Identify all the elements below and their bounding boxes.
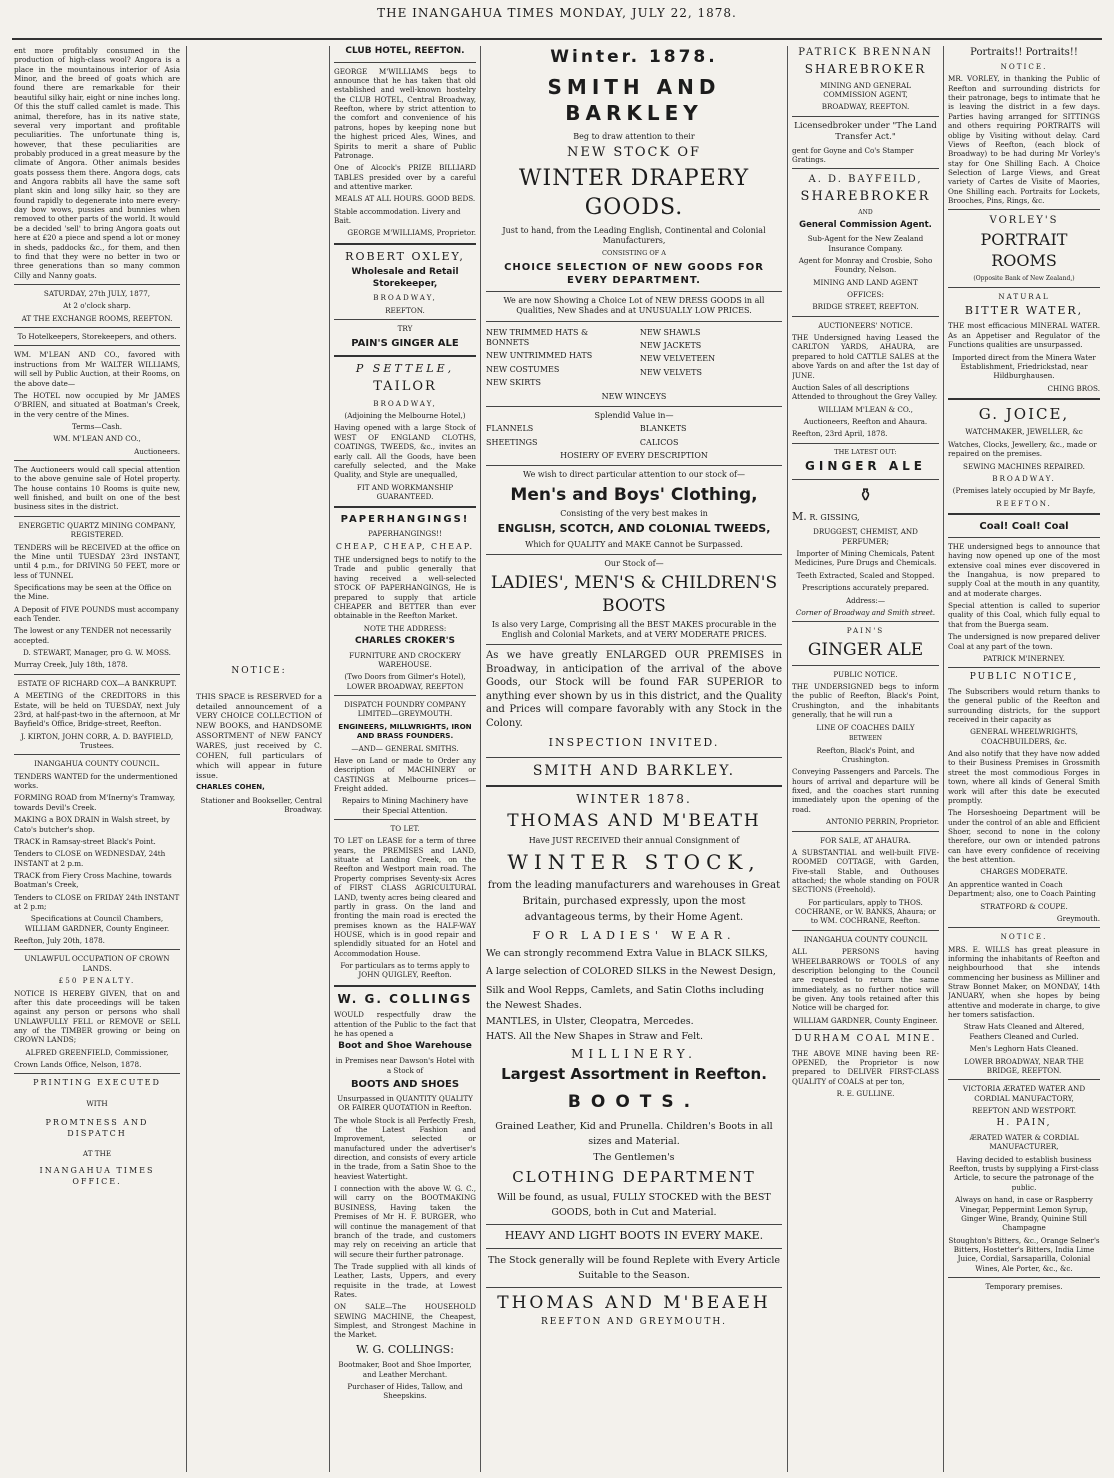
sb-tweeds: ENGLISH, SCOTCH, AND COLONIAL TWEEDS, — [497, 522, 771, 536]
masthead-rule — [12, 38, 1102, 40]
cottage-heading: FOR SALE, AT AHAURA. — [820, 835, 911, 845]
coal-signature: PATRICK M'INERNEY. — [983, 653, 1065, 663]
column-rule — [480, 46, 481, 1472]
pain-heading: H. PAIN, — [996, 1118, 1052, 1129]
tm-mantles: MANTLES, in Ulster, Cleopatra, Mercedes. — [486, 1016, 694, 1027]
collings-warehouse: Boot and Shoe Warehouse — [338, 1041, 472, 1052]
portrait-rooms: PORTRAIT ROOMS — [980, 230, 1068, 271]
bitter-signature: CHING BROS. — [1047, 383, 1100, 393]
mortar-icon: ⚱ — [857, 484, 874, 506]
coach-line: LINE OF COACHES DAILY — [816, 722, 915, 732]
council-specs: Specifications at Council Chambers, WILLIAM GARDNER, County Engineer. — [24, 914, 170, 933]
oxley-place: BROADWAY, — [373, 293, 437, 303]
club-stable: Stable accommodation. Livery and Bait. — [334, 206, 461, 226]
coach-text: THE UNDERSIGNED begs to inform the public of Reefton, Black's Point, Crushington, and the inhabitants generally, that he will run a — [792, 682, 939, 720]
joice-title: WATCHMAKER, JEWELLER, &c — [965, 427, 1083, 437]
sb-signature: SMITH AND BARKLEY. — [532, 762, 736, 779]
pain-decided: Having decided to establish business Reefton, trusts by supplying a First-class Article, to secure the patronage of the public. — [949, 1154, 1099, 1192]
bayfield-subagent: Sub-Agent for the New Zealand Insurance Company. — [807, 234, 924, 253]
sb-consisting2: Consisting of the very best makes in — [560, 508, 708, 518]
brennan-agent: gent for Goyne and Co's Stamper Gratings. — [792, 145, 914, 165]
sb-hosiery: HOSIERY OF EVERY DESCRIPTION — [560, 451, 708, 461]
coach-notice-heading: PUBLIC NOTICE. — [833, 669, 898, 679]
bitter-water: BITTER WATER, — [964, 304, 1084, 318]
cottage-particulars: For particulars, apply to THOS. COCHRANE, or W. BANKS, Ahaura; or to WM. COCHRANE, Reefton. — [795, 897, 936, 926]
quartz-date: Murray Creek, July 18th, 1878. — [14, 660, 128, 670]
paper-text: THE undersigned begs to notify to the Trade and public generally that having received a well-selected STOCK OF PAPERHANGINGS, He is prepared to supply that article CHEAPER and BETTER than ever obtainable in the Reefton Market. — [334, 555, 476, 621]
sb-fabric-left: SHEETINGS — [486, 437, 538, 447]
auction-note: The Auctioneers would call special attention to the above genuine sale of Hotel property. The house contains 10 Rooms is quite new, well finished, and built on one of the best business sites in the district. — [14, 465, 180, 512]
ginger-ale-ad: PAIN'S GINGER ALE — [351, 337, 459, 349]
club-heading: CLUB HOTEL, REEFTON. — [345, 46, 465, 56]
auct-date: Reefton, 23rd April, 1878. — [792, 429, 888, 439]
quartz-specs: Specifications may be seen at the Office on the Mine. — [14, 582, 172, 602]
joice-watches: Watches, Clocks, Jewellery, &c., made or repaired on the premises. — [948, 439, 1097, 459]
sb-item-right: NEW VELVETS — [639, 367, 702, 377]
portraits-heading: Portraits!! Portraits!! — [970, 47, 1078, 58]
sb-very-large: Is also very Large, Comprising all the BEST MAKES procurable in the English and Colonial Markets, and at VERY MODERATE PRICES. — [491, 619, 777, 639]
sb-item-left: NEW UNTRIMMED HATS — [486, 351, 593, 361]
column-rule — [329, 46, 330, 1472]
tm-replete: The Stock generally will be found Replete with Every Article Suitable to the Season. — [487, 1254, 781, 1281]
tm-boots: BOOTS. — [567, 1091, 701, 1112]
council-making: MAKING a BOX DRAIN in Walsh street, by Cato's butcher's shop. — [14, 815, 170, 834]
oxley-heading: ROBERT OXLEY, — [345, 249, 465, 263]
coach-proprietor: ANTONIO PERRIN, Proprietor. — [826, 817, 939, 827]
sb-winceys: NEW WINCEYS — [601, 391, 667, 401]
durham-heading: DURHAM COAL MINE. — [794, 1034, 937, 1045]
wills-text: MRS. E. WILLS has great pleasure in informing the inhabitants of Reefton and neighbourhood that she intends commencing her business as Milliner and Straw Bonnet Maker, on MONDAY, 14th JANUARY, when she hopes by being attentive and moderate in charge, to give her tomers satisfaction. — [948, 944, 1100, 1020]
foundry-repairs: Repairs to Mining Machinery have their Special Attention. — [341, 796, 469, 815]
tolet-apply: For particulars as to terms apply to JOHN QUIGLEY, Reefton. — [340, 961, 470, 980]
joice-premises: (Premises lately occupied by Mr Bayfe, — [952, 486, 1096, 496]
council-heading: INANGAHUA COUNTY COUNCIL. — [34, 759, 160, 769]
crown-penalty: £50 PENALTY. — [58, 976, 136, 986]
printing-promptness: PROMTNESS AND DISPATCH — [45, 1118, 149, 1138]
brennan-heading: PATRICK BRENNAN — [798, 47, 933, 58]
cohen-notice-heading: NOTICE: — [231, 666, 287, 676]
quartz-manager: D. STEWART, Manager, pro G. W. MOSS. — [23, 648, 171, 658]
tm-signature: THOMAS AND M'BEAEH — [497, 1293, 771, 1314]
wheelwright-place: Greymouth. — [1056, 913, 1100, 923]
column-2 — [196, 46, 322, 1472]
tailor-text: Having opened with a large Stock of WEST OF ENGLAND CLOTHS, COATINGS, TWEEDS, &c., invites an early call. All the Goods, have been carefully selected, and the Make Quality, and Style are unequalled, — [334, 423, 476, 480]
sb-fabric-right: CALICOS — [639, 437, 679, 447]
sb-beg: Beg to draw attention to their — [573, 132, 695, 142]
sb-fabric-left: FLANNELS — [486, 424, 534, 434]
collings-trade: The Trade supplied with all kinds of Leather, Lasts, Uppers, and every requisite in the trade, at Lowest Rates. — [334, 1261, 476, 1300]
tm-from: from the leading manufacturers and warehouses in Great Britain, purchased expressly, upon the most advantageous terms, by their Home Agent. — [487, 879, 781, 923]
foundry-heading: DISPATCH FOUNDRY COMPANY LIMITED—GREYMOUTH. — [344, 700, 466, 719]
sb-item-left: NEW SKIRTS — [486, 378, 541, 388]
collings-sewing: ON SALE—The HOUSEHOLD SEWING MACHINE, the Cheapest, Simplest, and Strongest Machine in the Market. — [334, 1302, 476, 1340]
tm-gentlemens: The Gentlemen's — [593, 1152, 675, 1164]
tm-ladies-wear: FOR LADIES' WEAR. — [532, 928, 736, 942]
bitter-text: THE most efficacious MINERAL WATER. As an Appetiser and Regulator of the Functions qualities are unsurpassed. — [948, 321, 1100, 350]
paper-heading: PAPERHANGINGS! — [340, 514, 470, 526]
printing-at: AT THE — [82, 1148, 112, 1158]
wills-address: LOWER BROADWAY, NEAR THE BRIDGE, REEFTON. — [964, 1056, 1084, 1075]
tm-hats: HATS. All the New Shapes in Straw and Felt. — [486, 1031, 703, 1043]
wheelwright-subscribers: The Subscribers would return thanks to the general public of the Reefton and surrounding districts, for the support received in their capacity as — [948, 686, 1100, 725]
pains-ginger-ale: GINGER ALE — [807, 639, 924, 660]
collings-heading: W. G. COLLINGS — [337, 991, 473, 1006]
natural-heading: NATURAL — [998, 291, 1050, 301]
bayfield-offices: OFFICES: — [847, 290, 884, 300]
crown-office: Crown Lands Office, Nelson, 1878. — [14, 1060, 142, 1070]
tm-winter: WINTER 1878. — [576, 791, 692, 806]
sb-winter-drapery: WINTER DRAPERY GOODS. — [518, 166, 750, 220]
barrows-text: ALL PERSONS having WHEELBARROWS or TOOLS of any description belonging to the Council are requested to return the same immediately, as no further notice will be given. Any tools retained after this Notice will be charged for. — [792, 947, 939, 1013]
barrows-heading: INANGAHUA COUNTY COUNCIL — [803, 934, 928, 944]
collings-text: WOULD respectfully draw the attention of the Public to the fact that he has opened a — [334, 1010, 476, 1039]
club-meals: MEALS AT ALL HOURS. GOOD BEDS. — [334, 194, 476, 204]
paper-address: NOTE THE ADDRESS: — [363, 623, 447, 633]
sb-splendid: Splendid Value in— — [594, 410, 674, 420]
angora-article: ent more profitably consumed in the production of high-class wool? Angora is a place in the mountainous interior of Asia Minor, and the breed of goats which are found there are remarkable for their beautiful silky hair, eight or nine inches long. Of this the stuff called camlet is made. This animal, therefore, has in its native state, several very important and profitable peculiarities. The unfortunate thing is, however, that these peculiarities are probably produced in a great measure by the climate of Angora. Other animals besides goats possess them there. Angora dogs, cats and Angora rabbits all have the same soft plant skin and long silky hair, so they are found rapidly to degenerate into mere every-day bow wows, pussies and bunnies when removed to other parts of the world. It would be a decided 'sell' to bring Angora goats out here at £20 a piece and spend a lot or money in sheds, paddocks &c., for them, and then to find that they were no better in two or three generations than so many common Cilly and Nanny goats. — [14, 46, 180, 280]
tm-place: REEFTON AND GREYMOUTH. — [540, 1317, 728, 1328]
quartz-heading: ENERGETIC QUARTZ MINING COMPANY, REGISTERED. — [18, 520, 176, 540]
sb-items-grid — [486, 328, 782, 392]
tm-largest: Largest Assortment in Reefton. — [501, 1065, 767, 1084]
bayfield-general: General Commission Agent. — [799, 220, 932, 231]
quartz-deposit: A Deposit of FIVE POUNDS must accompany each Tender. — [14, 604, 179, 624]
printing-heading: PRINTING EXECUTED — [33, 1078, 161, 1088]
sb-fabric-right: BLANKETS — [639, 424, 687, 434]
durham-signature: R. E. GULLINE. — [836, 1089, 895, 1099]
terms: Terms—Cash. — [71, 421, 122, 431]
tm-repps: Silk and Wool Repps, Camlets, and Satin Cloths including the Newest Shades. — [486, 984, 764, 1011]
bitter-imported: Imported direct from the Minera Water Establishment, Friedrickstad, near Hildburghausen. — [952, 352, 1096, 381]
wills-notice: NOTICE. — [1000, 932, 1048, 942]
council-date: Reefton, July 20th, 1878. — [14, 936, 105, 946]
auctioneers-name: WM. M'LEAN AND CO., — [53, 434, 141, 444]
tailor-place: BROADWAY, — [373, 398, 437, 408]
wheelwright-horseshoeing: The Horseshoeing Department will be under the control of an able and Efficient Shoer, second to none in the colony therefore, our own or intended patrons can have every confidence of receiving the best attention. — [948, 808, 1100, 865]
pain-title: ÆRATED WATER & CORDIAL MANUFACTURER, — [969, 1133, 1079, 1152]
wheelwright-apprentice: An apprentice wanted in Coach Department; also, one to Coach Painting — [948, 879, 1096, 899]
sb-our-stock: Our Stock of— — [604, 559, 664, 569]
crown-notice: NOTICE IS HEREBY GIVEN, that on and after this date proceedings will be taken against any person or persons who shall UNLAWFULLY FELL or REMOVE or SELL any of the TIMBER growing or being on CROWN LANDS; — [14, 988, 180, 1045]
sb-item-right: NEW JACKETS — [639, 340, 702, 350]
sb-which: Which for QUALITY and MAKE Cannot be Surpassed. — [525, 539, 743, 549]
crown-heading: UNLAWFUL OCCUPATION OF CROWN LANDS. — [24, 954, 170, 973]
coach-conveying: Conveying Passengers and Parcels. The hours of arrival and departure will be fixed, and the coaches start running immediately upon the opening of the road. — [792, 767, 939, 814]
winter-heading: Winter. 1878. — [550, 47, 718, 67]
sb-item-left: NEW TRIMMED HATS & BONNETS — [486, 327, 589, 347]
paper-sub: PAPERHANGINGS!! — [368, 529, 442, 539]
cottage-text: A SUBSTANTIAL and well-built FIVE-ROOMED COTTAGE, with Garden, Five-stall Stable, and Outhouses attached; the whole standing on FOUR SECTIONS (Freehold). — [792, 847, 939, 895]
joice-sewing: SEWING MACHINES REPAIRED. — [963, 461, 1085, 471]
foundry-smiths: —AND— GENERAL SMITHS. — [351, 743, 459, 753]
pains-heading: PAIN'S — [846, 626, 885, 636]
oxley-town: REEFTON. — [385, 305, 425, 315]
coal-heading: Coal! Coal! Coal — [979, 520, 1069, 532]
council-track-close: Tenders to CLOSE on WEDNESDAY, 24th INSTANT at 2 p.m. — [14, 849, 166, 868]
mclean-ad: WM. M'LEAN AND CO., favored with instructions from Mr WALTER WILLIAMS, will sell by Public Auction, at their Rooms, on the above date— — [14, 350, 180, 388]
bayfield-land: MINING AND LAND AGENT — [813, 277, 918, 287]
auct-notice-heading: AUCTIONEERS' NOTICE. — [818, 320, 913, 330]
bayfield-and: AND — [858, 209, 873, 217]
bayfield-bridge: BRIDGE STREET, REEFTON. — [812, 302, 919, 312]
foundry-text: Have on Land or made to Order any description of MACHINERY or CASTINGS at Melbourne prices—Freight added. — [334, 755, 476, 793]
council-forming: FORMING ROAD from M'Inerny's Tramway, towards Devil's Creek. — [14, 793, 176, 812]
bayfield-sharebroker: SHAREBROKER — [800, 189, 931, 205]
sale-to: To Hotelkeepers, Storekeepers, and others. — [17, 332, 177, 342]
wheelwright-signature: STRATFORD & COUPE. — [980, 901, 1068, 911]
estate-meeting: A MEETING of the CREDITORS in this Estate, will be held on TUESDAY, next July 23rd, at half-past-two in the afternoon, at Mr Bayfield's Office, Bridge-street, Reefton. — [14, 691, 180, 729]
tm-millinery: MILLINERY. — [571, 1046, 697, 1061]
pain-always: Always on hand, in case or Raspberry Vinegar, Peppermint Lemon Syrup, Ginger Wine, Brandy, Quinine Still Champagne — [955, 1195, 1093, 1233]
croker-sub: FURNITURE AND CROCKERY WAREHOUSE. — [349, 650, 461, 669]
coal-deliver: The undersigned is now prepared deliver Coal at any part of the town. — [948, 632, 1100, 651]
gissing-name: R. GISSING, — [809, 513, 860, 523]
sb-ladies-boots: LADIES', MEN'S & CHILDREN'S BOOTS — [490, 573, 778, 616]
gissing-corner: Corner of Broadway and Smith street. — [795, 607, 936, 617]
column-5 — [792, 46, 939, 1472]
auctioneers-title: Auctioneers. — [134, 446, 180, 456]
coal-attention: Special attention is called to superior quality of this Coal, which fully equal to that from the Buerga seam. — [948, 601, 1100, 629]
tm-stocked: Will be found, as usual, FULLY STOCKED with the BEST GOODS, both in Cut and Material. — [497, 1192, 771, 1219]
column-rule — [943, 46, 944, 1472]
sb-showing: We are now Showing a Choice Lot of NEW DRESS GOODS in all Qualities, New Shades and at UNUSUALLY LOW PRICES. — [503, 295, 765, 316]
croker-name: CHARLES CROKER'S — [354, 635, 455, 646]
pain-temporary: Temporary premises. — [985, 1282, 1063, 1292]
victoria-place: REEFTON AND WESTPORT. — [971, 1105, 1077, 1115]
brennan-broadway: BROADWAY, REEFTON. — [821, 102, 910, 112]
masthead-title: THE INANGAHUA TIMES MONDAY, JULY 22, 1878. — [377, 6, 737, 20]
column-rule — [787, 46, 788, 1472]
tm-silks: We can strongly recommend Extra Value in BLACK SILKS, — [486, 948, 768, 960]
sb-just: Just to hand, from the Leading English, Continental and Colonial Manufacturers, — [502, 225, 766, 245]
portrait-opposite: (Opposite Bank of New Zealand,) — [973, 274, 1075, 282]
council-track2-close: Tenders to CLOSE on FRIDAY 24th INSTANT at 2 p.m; — [14, 892, 180, 912]
wheelwright-forges: And also notify that they have now added to their Business Premises in Grossmith street the most commodious Forges in town, where all kinds of General Smith work will after this date be executed promptly. — [948, 749, 1100, 805]
column-4 — [486, 46, 782, 1472]
barrows-signature: WILLIAM GARDNER, County Engineer. — [793, 1015, 938, 1025]
foundry-engineers: ENGINEERS, MILLWRIGHTS, IRON AND BRASS FOUNDERS. — [338, 721, 472, 741]
sb-mens-clothing: Men's and Boys' Clothing, — [510, 484, 758, 505]
sb-choice: CHOICE SELECTION OF NEW GOODS FOR EVERY DEPARTMENT. — [504, 261, 764, 286]
collings-bootmaking: I connection with the above W. G. C., will carry on the BOOTMAKING BUSINESS, Having taken the Premises of Mr H. F. BURGER, who will continue the management of that branch of the trade, and customers may rely on receiving an article that will secure their further patronage. — [334, 1184, 476, 1259]
sale-time: At 2 o'clock sharp. — [63, 301, 131, 311]
coal-text: THE undersigned begs to announce that having now opened up one of the most extensive coal mines ever discovered in the Inangahua, is now prepared to supply Coal at the mouth in any quantity, and at moderate charges. — [948, 541, 1100, 598]
club-signature: GEORGE M'WILLIAMS, Proprietor. — [347, 228, 476, 238]
hotel-text: The HOTEL now occupied by Mr JAMES O'BRIEN, and situated at Boatman's Creek, in the very centre of the Mines. — [14, 390, 180, 419]
joice-broadway: BROADWAY. — [992, 473, 1056, 483]
sb-wish: We wish to direct particular attention to our stock of— — [523, 470, 745, 480]
sb-item-right: NEW SHAWLS — [639, 327, 701, 337]
auct-title: Auctioneers, Reefton and Ahaura. — [803, 416, 928, 426]
auct-carlton: THE Undersigned having Leased the CARLTON YARDS, AHAURA, are prepared to hold CATTLE SALES at the above Yards on and after the 1st day of JUNE. — [792, 333, 939, 380]
tm-grained: Grained Leather, Kid and Prunella. Children's Boots in all sizes and Material. — [495, 1120, 773, 1148]
settele-heading: P SETTELE, — [355, 361, 455, 375]
vorleys-heading: VORLEY'S — [989, 215, 1059, 227]
tm-received: Have JUST RECEIVED their annual Consignment of — [528, 835, 740, 845]
brennan-sharebroker: SHAREBROKER — [804, 62, 927, 76]
estate-heading: ESTATE OF RICHARD COX—A BANKRUPT. — [17, 678, 177, 688]
wheelwright-title: GENERAL WHEELWRIGHTS, COACHBUILDERS, &c. — [970, 727, 1078, 746]
cohen-notice: THIS SPACE is RESERVED for a detailed announcement of a VERY CHOICE COLLECTION of NEW BOOKS, and HANDSOME ASSORTMENT of NEW FANCY WARES, just received by C. COHEN, full particulars of which will appear in future issue. — [196, 691, 322, 780]
brennan-licensed: Licensedbroker under "The Land Transfer Act." — [794, 120, 937, 142]
wills-straw: Straw Hats Cleaned and Altered, Feathers Cleaned and Curled. — [963, 1022, 1085, 1041]
sb-new-stock: NEW STOCK OF — [566, 145, 702, 161]
crown-commissioner: ALFRED GREENFIELD, Commissioner, — [25, 1047, 169, 1057]
joice-reefton: REEFTON. — [996, 498, 1052, 508]
gissing-initial: M. — [792, 510, 807, 524]
club-billiard: One of Alcock's PRIZE BILLIARD TABLES presided over by a careful and attentive marker. — [334, 163, 476, 191]
sb-consisting: CONSISTING OF A — [602, 249, 666, 258]
auct-sales: Auction Sales of all descriptions Attended to throughout the Grey Valley. — [792, 382, 938, 402]
collings-unsurpassed: Unsurpassed in QUANTITY QUALITY OR FAIRER QUOTATION in Reefton. — [337, 1093, 473, 1113]
sale-place: AT THE EXCHANGE ROOMS, REEFTON. — [21, 313, 173, 323]
sb-item-right: NEW VELVETEEN — [639, 354, 716, 364]
cohen-name: CHARLES COHEN, — [196, 783, 265, 792]
estate-trustees: J. KIRTON, JOHN CORR, A. D. BAYFIELD, Trustees. — [20, 731, 174, 750]
wheelwright-notice: PUBLIC NOTICE, — [969, 672, 1079, 683]
wills-leghorn: Men's Leghorn Hats Cleaned. — [969, 1044, 1079, 1054]
brennan-mining: MINING AND GENERAL COMMISSION AGENT, — [819, 80, 912, 99]
sb-inspection: INSPECTION INVITED. — [548, 736, 720, 750]
column-3 — [334, 46, 476, 1472]
quartz-tenders: TENDERS will be RECEIVED at the office on the Mine until TUESDAY 23rd INSTANT, until 4 p.m., for DRIVING 50 FEET, more or less of TUNNEL — [14, 542, 180, 580]
tolet-heading: TO LET. — [390, 824, 420, 834]
sale-date: SATURDAY, 27th JULY, 1877, — [43, 288, 151, 298]
gissing-teeth: Teeth Extracted, Scaled and Stopped. — [796, 570, 935, 580]
column-1 — [14, 46, 180, 1472]
column-rule — [186, 46, 187, 1472]
sb-item-left: NEW COSTUMES — [486, 364, 560, 374]
tm-clothing: CLOTHING DEPARTMENT — [512, 1167, 756, 1186]
tm-heading: THOMAS AND M'BEATH — [507, 811, 761, 832]
pain-bitters: Stoughton's Bitters, &c., Orange Selner's Bitters, Hostetter's Bitters, India Lime Juice, Cordial, Sarsaparilla, Colonial Wines, Ale Porter, &c., &c. — [948, 1235, 1100, 1273]
tailor-heading: TAILOR — [373, 378, 437, 394]
sb-fabrics-grid — [486, 424, 782, 451]
bayfield-monray: Agent for Monray and Crosbie, Soho Foundry, Nelson. — [798, 255, 933, 275]
collings-title: Bootmaker, Boot and Shoe Importer, and Leather Merchant. — [338, 1360, 472, 1379]
collings-premises: in Premises near Dawson's Hotel with a Stock of — [335, 1056, 475, 1075]
council-tenders: TENDERS WANTED for the undermentioned works. — [14, 771, 178, 791]
quartz-lowest: The lowest or any TENDER not necessarily accepted. — [14, 626, 172, 645]
printing-with: WITH — [86, 1098, 108, 1108]
gissing-druggist: DRUGGEST, CHEMIST, AND PERFUMER; — [813, 527, 918, 546]
collings-stock: The whole Stock is all Perfectly Fresh, of the Latest Fashion and Improvement, selected or manufactured under the advertiser's direction, and consists of every article in the trade, from a Satin Shoe to the heaviest Watertight. — [334, 1115, 476, 1181]
column-6 — [948, 46, 1100, 1472]
masthead — [0, 0, 1114, 44]
collings-hides: Purchaser of Hides, Tallow, and Sheepskins. — [347, 1381, 463, 1401]
tolet-text: TO LET on LEASE for a term of three years, the PREMISES and LAND, situate at Landing Creek, on the Reefton and Westport main road. The Property comprises Seventy-six Acres of FIRST CLASS AGRICULTURAL LAND, twenty acres being cleared and partly in grass. On the land and fronting the main road is erected the premises known as the HALF-WAY HOUSE, which is in good repair and splendidly situated for an Hotel and Accommodation House. — [334, 836, 476, 958]
printing-office: INANGAHUA TIMES OFFICE. — [39, 1166, 155, 1186]
wheelwright-charges: CHARGES MODERATE. — [980, 867, 1068, 877]
vorley-notice: NOTICE. — [1000, 62, 1048, 71]
council-track1: TRACK in Ramsay-street Black's Point. — [14, 836, 156, 846]
collings-boots-shoes: BOOTS AND SHOES — [350, 1078, 460, 1090]
latest-ginger: GINGER ALE — [805, 459, 926, 474]
cohen-title: Stationer and Bookseller, Central Broadway. — [200, 795, 322, 814]
latest-out: THE LATEST OUT: — [834, 447, 897, 456]
sb-enlarged: As we have greatly ENLARGED OUR PREMISES in Broadway, in anticipation of the arrival of the above Goods, our Stock will be found FAR SUPERIOR to anything ever shown by us in this district, and the Quality and Prices will compare favorably with any Stock in the Colony. — [486, 650, 782, 729]
croker-address: (Two Doors from Gilmer's Hotel), LOWER BROADWAY, REEFTON — [344, 672, 466, 691]
gissing-address: Address:— — [845, 595, 886, 605]
smith-barkley-heading: SMITH AND BARKLEY — [547, 75, 721, 126]
try-text: TRY — [397, 324, 413, 334]
victoria-heading: VICTORIA ÆRATED WATER AND CORDIAL MANUFACTORY, — [962, 1084, 1086, 1103]
tailor-fit: FIT AND WORKMANSHIP GUARANTEED. — [356, 482, 454, 501]
bayfield-heading: A. D. BAYFEILD, — [808, 174, 923, 186]
tm-colored: A large selection of COLORED SILKS in the Newest Design, — [486, 966, 776, 978]
vorley-text: MR. VORLEY, in thanking the Public of Reefton and surrounding districts for their patronage, begs to intimate that he is leaving the district in a few days. Parties having arranged for SITTINGS and others requiring PORTRAITS will oblige by Visiting without delay. Card Views of Reefton, (each block of Broadway) to be had during Mr Vorley's stay for One Shilling Each. A Choice Selection of Large Views, and Great variety of Cartes de Visite of Maories, One Shilling each. Portraits for Lockets, Brooches, Pins, Rings, &c. — [948, 74, 1100, 206]
collings-signature: W. G. COLLINGS: — [356, 1342, 454, 1356]
coach-between: BETWEEN — [849, 734, 882, 742]
tm-winter-stock: WINTER STOCK, — [507, 849, 761, 874]
auct-signature: WILLIAM M'LEAN & CO., — [818, 404, 913, 414]
tm-heavy: HEAVY AND LIGHT BOOTS IN EVERY MAKE. — [504, 1229, 764, 1243]
oxley-sub: Wholesale and Retail Storekeeper, — [351, 267, 459, 289]
paper-cheap: CHEAP, CHEAP, CHEAP. — [335, 541, 475, 551]
council-track2: TRACK from Fiery Cross Machine, towards Boatman's Creek, — [14, 870, 172, 890]
joice-heading: G. JOICE, — [978, 404, 1070, 423]
gissing-importer: Importer of Mining Chemicals, Patent Medicines, Pure Drugs and Chemicals. — [794, 549, 937, 568]
club-text: GEORGE M'WILLIAMS begs to announce that he has taken that old established and well-known hostelry the CLUB HOTEL, Central Broadway, Reefton, where by strict attention to the comfort and convenience of his patrons, hopes by keeping none but the highest priced Ales, Wines, and Spirits to merit a share of Public Patronage. — [334, 66, 476, 160]
durham-text: THE ABOVE MINE having been RE-OPENED, the Proprietor is now prepared to DELIVER FIRST-CLASS QUALITY of COALS at per ton, — [792, 1048, 939, 1086]
coach-route: Reefton, Black's Point, and Crushington. — [816, 745, 915, 765]
tailor-adjoining: (Adjoining the Melbourne Hotel,) — [344, 411, 466, 421]
gissing-prescriptions: Prescriptions accurately prepared. — [802, 583, 929, 593]
